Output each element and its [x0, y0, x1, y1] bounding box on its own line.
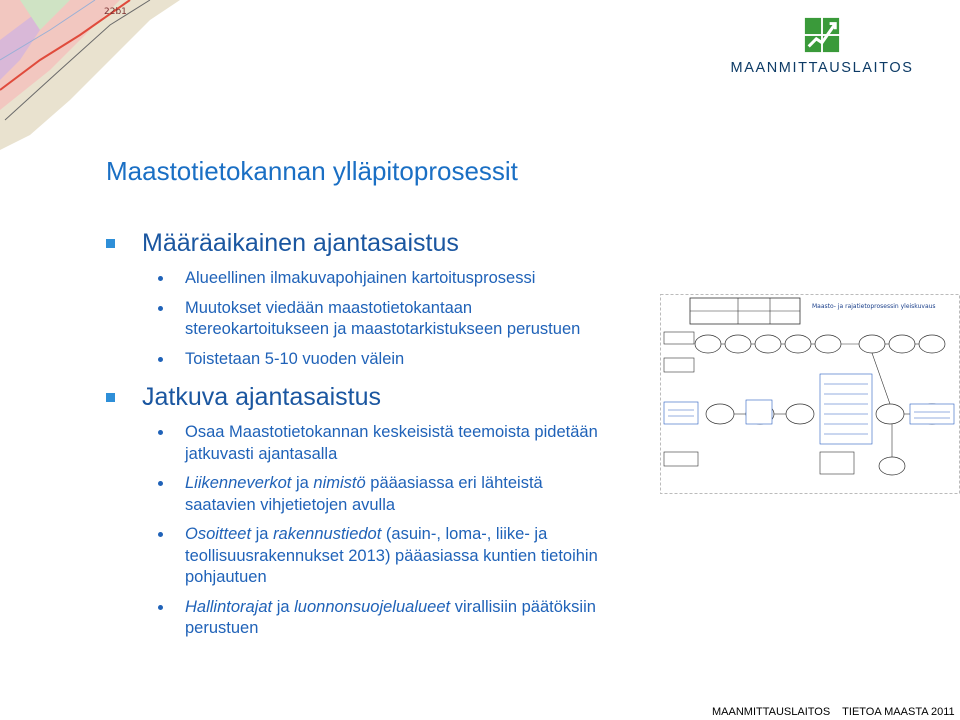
list-item: Osaa Maastotietokannan keskeisistä teemoista pidetään jatkuvasti ajantasalla [106, 422, 666, 465]
section-heading-continuous: Jatkuva ajantasaistus [106, 382, 666, 412]
list-item: Osoitteet ja rakennustiedot (asuin-, loma-, liike- ja teollisuusrakennukset 2013) pääasiassa kuntien tietoihin pohjautuen [106, 524, 666, 589]
slide-content [106, 228, 666, 648]
section-heading-periodic: Määräaikainen ajantasaistus [106, 228, 666, 258]
bullet-icon [158, 605, 163, 610]
bullet-icon [158, 276, 163, 281]
square-bullet-icon [106, 393, 115, 402]
list-item: Muutokset viedään maastotietokantaan stereokartoitukseen ja maastotarkistukseen perustuen [106, 298, 666, 341]
slide-title: Maastotietokannan ylläpitoprosessit [106, 156, 518, 186]
list-item: Hallintorajat ja luonnonsuojelualueet virallisiin päätöksiin perustuen [106, 597, 666, 640]
maanmittauslaitos-logo [712, 16, 932, 86]
logo-wordmark: MAANMITTAUSLAITOS [730, 60, 914, 76]
process-diagram-image [660, 294, 960, 494]
list-item: Alueellinen ilmakuvapohjainen kartoitusprosessi [106, 268, 666, 290]
list-item: Toistetaan 5-10 vuoden välein [106, 349, 666, 371]
square-bullet-icon [106, 239, 115, 248]
map-fragment-image [0, 0, 180, 150]
logo-arrows-icon [803, 16, 841, 54]
footer-organization: MAANMITTAUSLAITOS [712, 706, 831, 718]
list-item: Liikenneverkot ja nimistö pääasiassa eri lähteistä saatavien vihjetietojen avulla [106, 473, 666, 516]
bullet-icon [158, 532, 163, 537]
map-label: 22b1 [104, 7, 127, 17]
footer-event: TIETOA MAASTA 2011 [842, 706, 955, 718]
bullet-icon [158, 430, 163, 435]
bullet-icon [158, 481, 163, 486]
bullet-icon [158, 357, 163, 362]
bullet-icon [158, 306, 163, 311]
slide-footer [712, 706, 955, 718]
diagram-title: Maasto- ja rajatietoprosessin yleiskuvaus [812, 303, 936, 310]
